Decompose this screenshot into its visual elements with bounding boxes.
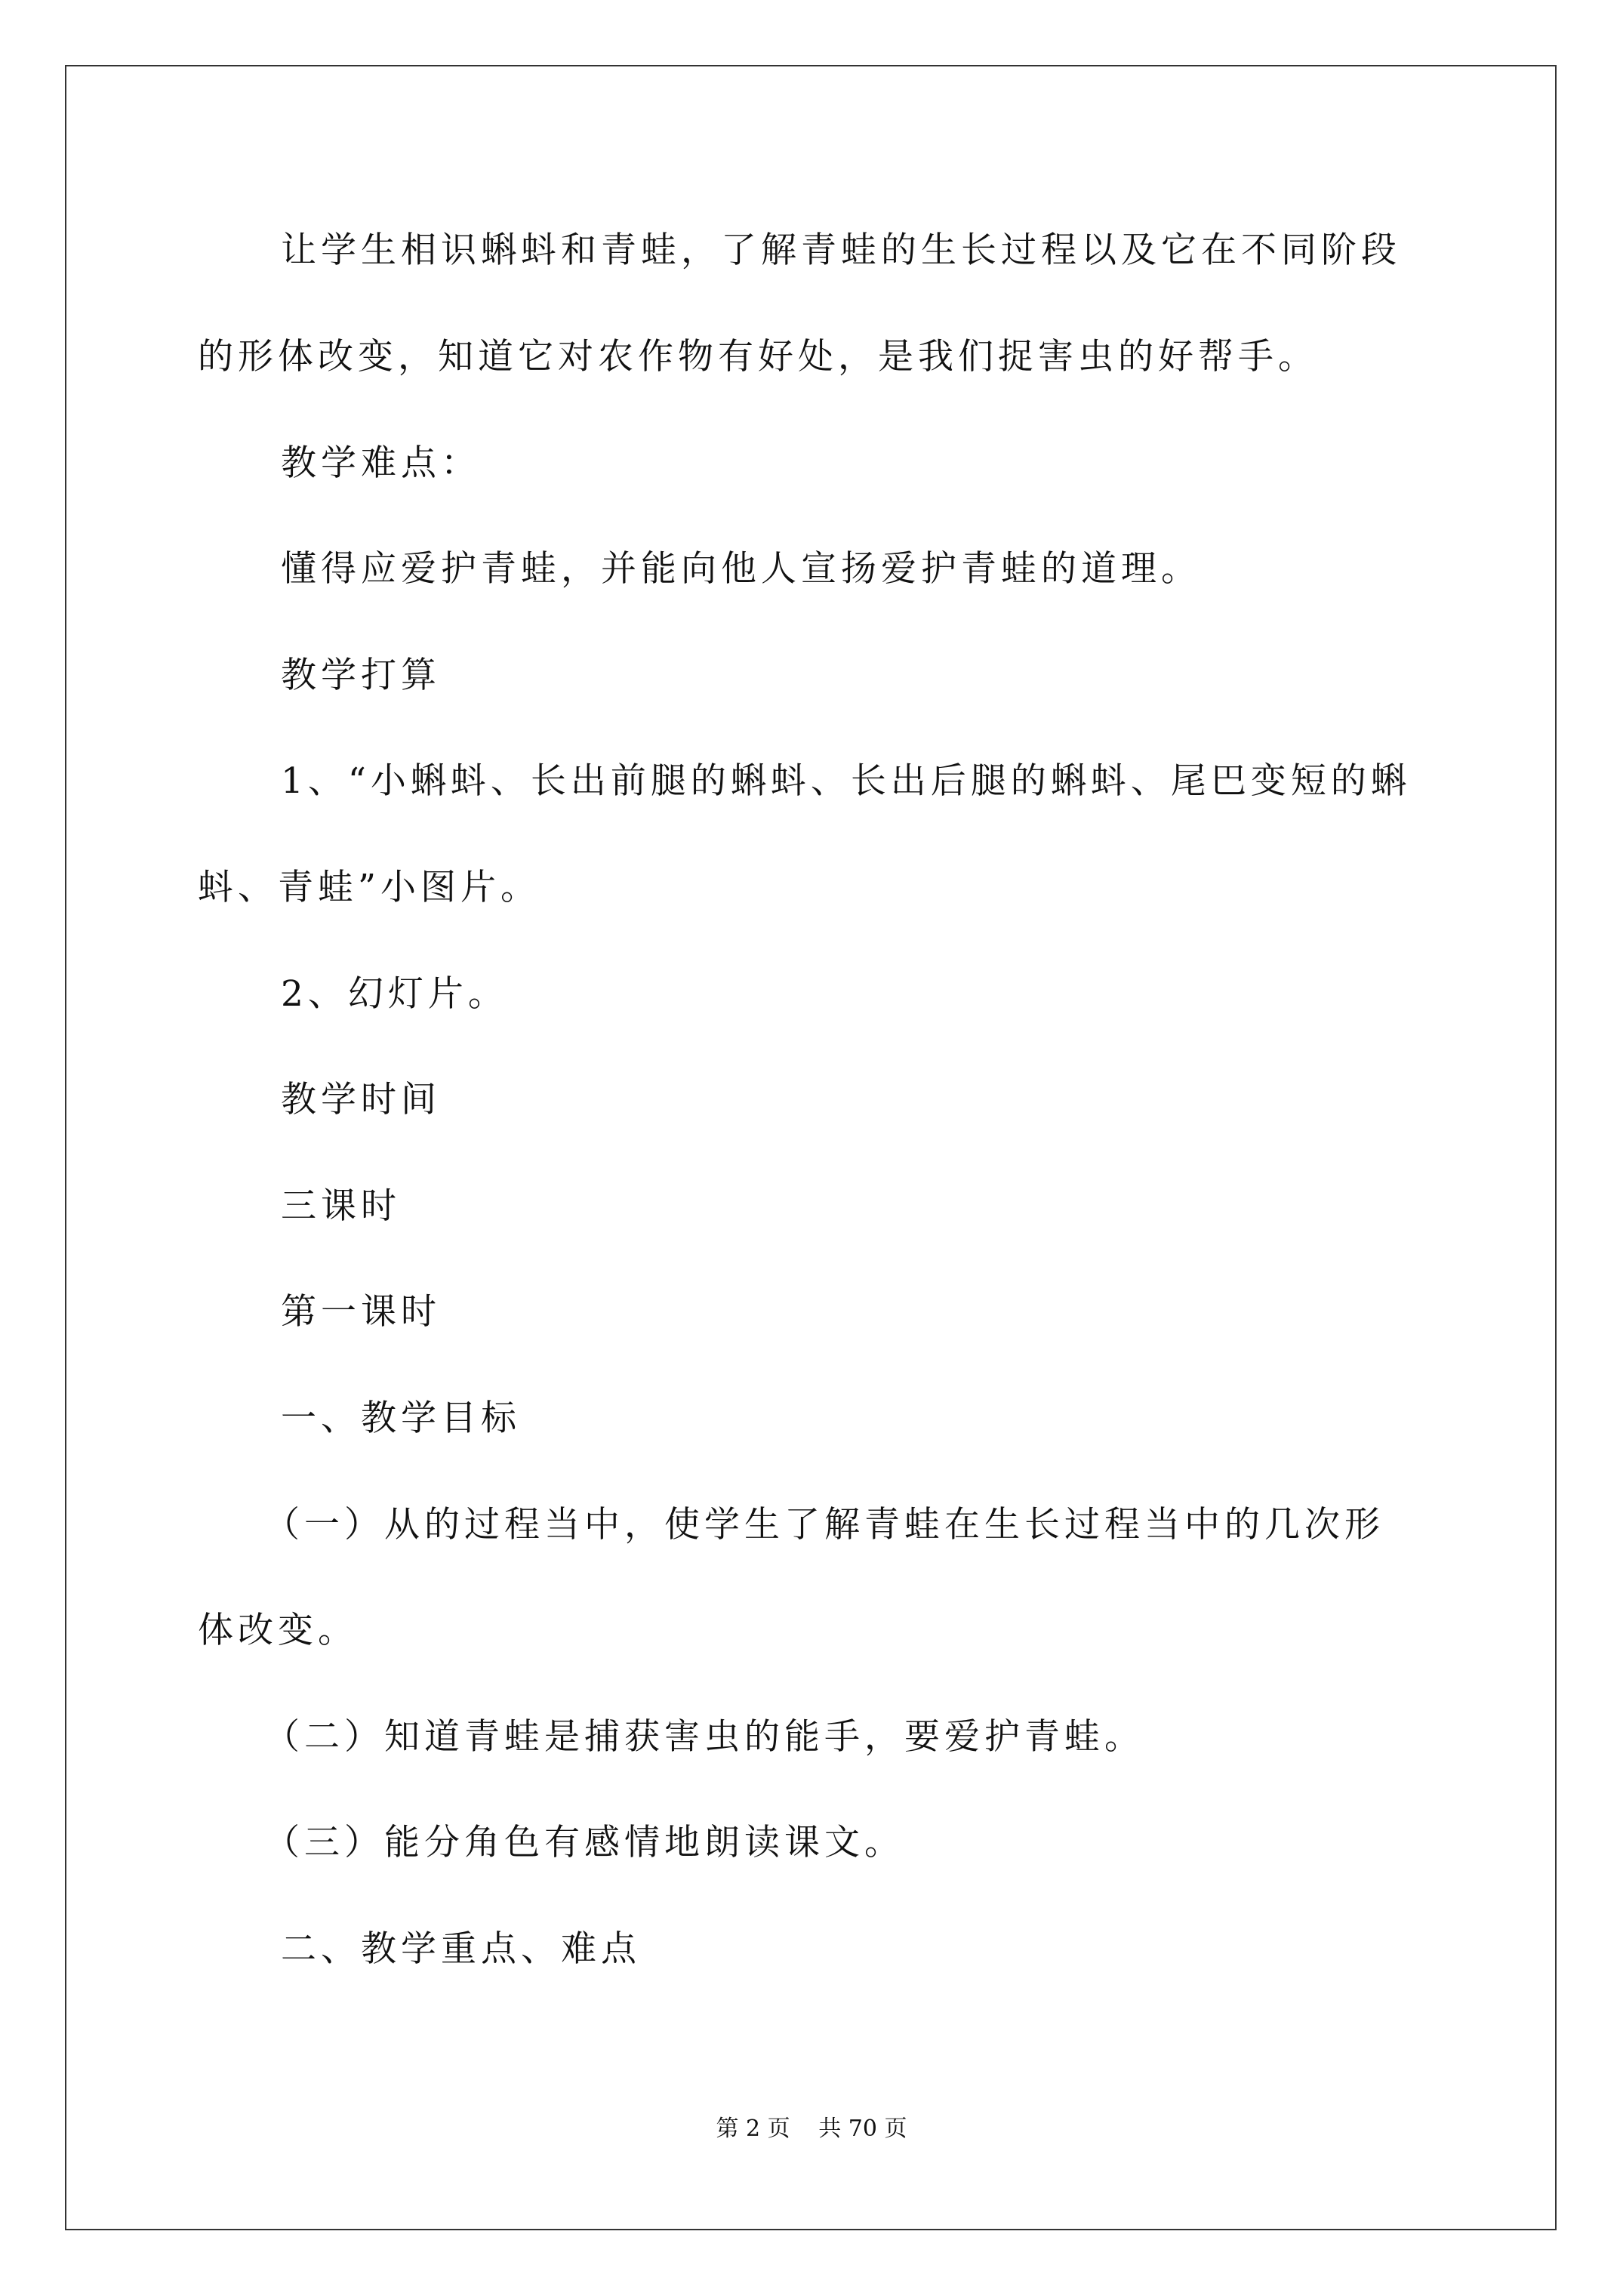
body-line-3: 教学难点： [281, 442, 481, 484]
body-line-1: 让学生相识蝌蚪和青蛙，了解青蛙的生长过程以及它在不同阶段 [281, 230, 1401, 271]
page-total: 共 70 页 [818, 2116, 907, 2142]
body-line-6: 1、“小蝌蚪、长出前腿的蝌蚪、长出后腿的蝌蚪、尾巴变短的蝌 [281, 760, 1411, 802]
body-line-17: 二、教学重点、难点 [281, 1928, 641, 1970]
body-line-5: 教学打算 [281, 655, 441, 696]
body-line-11: 第一课时 [281, 1291, 441, 1333]
body-line-16: （三）能分角色有感情地朗读课文。 [264, 1822, 904, 1863]
page-number: 第 2 页 [716, 2116, 790, 2142]
body-line-9: 教学时间 [281, 1079, 441, 1120]
body-line-14: 体改变。 [198, 1610, 358, 1651]
body-line-8: 2、幻灯片。 [281, 973, 508, 1015]
body-line-7: 蚪、青蛙”小图片。 [198, 867, 541, 908]
body-line-10: 三课时 [281, 1185, 401, 1227]
page-footer [0, 2114, 1623, 2144]
page-border [65, 65, 1557, 2230]
body-line-15: （二）知道青蛙是捕获害虫的能手，要爱护青蛙。 [264, 1716, 1144, 1758]
body-line-12: 一、教学目标 [281, 1398, 521, 1439]
body-line-4: 懂得应爱护青蛙，并能向他人宣扬爱护青蛙的道理。 [281, 548, 1201, 590]
body-line-2: 的形体改变，知道它对农作物有好处，是我们捉害虫的好帮手。 [198, 336, 1318, 378]
body-line-13: （一）从的过程当中，使学生了解青蛙在生长过程当中的几次形 [264, 1504, 1384, 1546]
